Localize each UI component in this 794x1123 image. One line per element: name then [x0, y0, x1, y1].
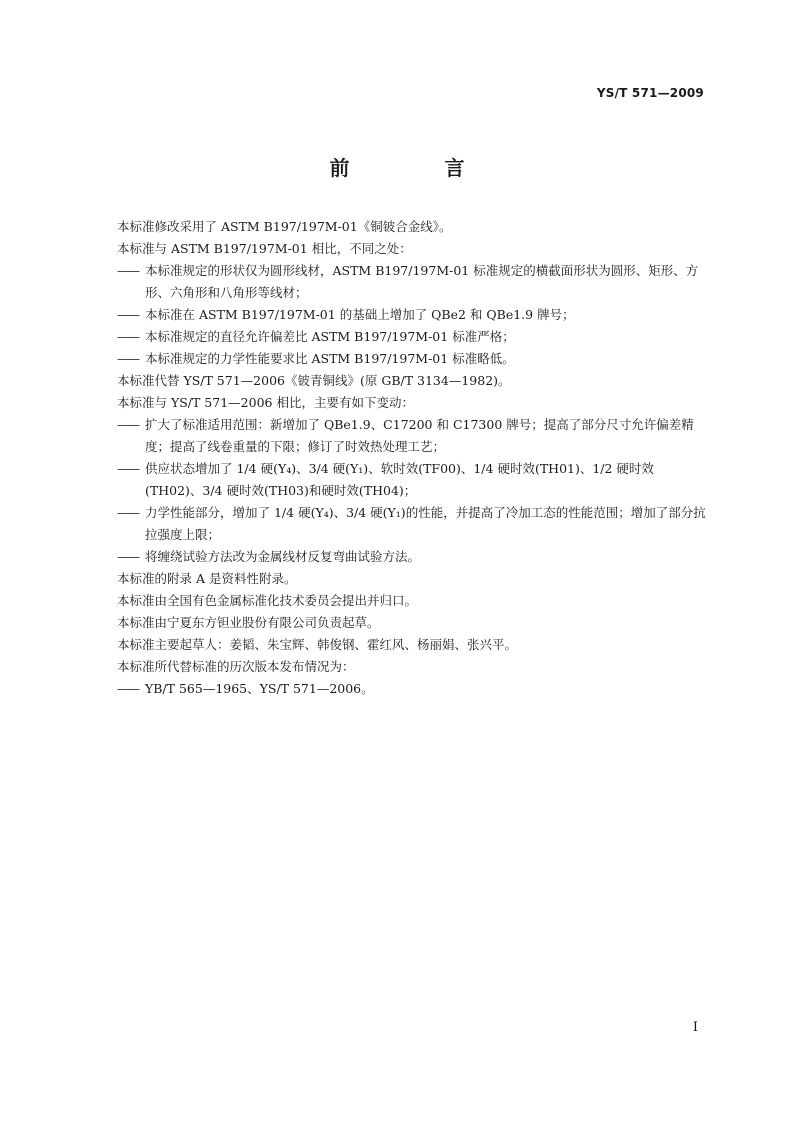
dash-item-10 — [117, 502, 709, 546]
dash-mark: —— — [117, 681, 138, 696]
dash-item-text: 本标准规定的力学性能要求比 ASTM B197/197M-01 标准略低。 — [145, 351, 515, 366]
standard-number: YS/T 571—2009 — [596, 86, 704, 100]
dash-item-8 — [117, 414, 709, 458]
dash-item-4 — [117, 326, 709, 348]
dash-item-3 — [117, 304, 709, 326]
dash-mark: —— — [117, 505, 138, 520]
dash-item-text: 将缠绕试验方法改为金属线材反复弯曲试验方法。 — [145, 549, 421, 564]
paragraph-6: 本标准代替 YS/T 571—2006《铍青铜线》(原 GB/T 3134—1982)。 — [117, 373, 511, 388]
dash-mark: —— — [117, 307, 138, 322]
paragraph-0: 本标准修改采用了 ASTM B197/197M-01《铜铍合金线》。 — [117, 219, 452, 234]
paragraph-14: 本标准由宁夏东方钽业股份有限公司负责起草。 — [117, 615, 380, 630]
dash-item-text: 力学性能部分，增加了 1/4 硬(Y₄)、3/4 硬(Y₁)的性能，并提高了冷加工态的性能范围；增加了部分抗拉强度上限； — [145, 505, 706, 542]
dash-item-11 — [117, 546, 709, 568]
dash-item-5 — [117, 348, 709, 370]
dash-item-17 — [117, 678, 709, 700]
dash-mark: —— — [117, 549, 138, 564]
dash-mark: —— — [117, 417, 138, 432]
page-number: I — [692, 1020, 698, 1035]
paragraph-12: 本标准的附录 A 是资料性附录。 — [117, 571, 297, 586]
paragraph-7: 本标准与 YS/T 571—2006 相比，主要有如下变动： — [117, 395, 414, 410]
dash-item-text: 本标准规定的形状仅为圆形线材，ASTM B197/197M-01 标准规定的横截面形状为圆形、矩形、方形、六角形和八角形等线材； — [145, 263, 699, 300]
dash-mark: —— — [117, 461, 138, 476]
paragraph-15: 本标准主要起草人：姜韬、朱宝辉、韩俊钢、霍红风、杨丽娟、张兴平。 — [117, 637, 518, 652]
dash-mark: —— — [117, 351, 138, 366]
paragraph-13: 本标准由全国有色金属标准化技术委员会提出并归口。 — [117, 593, 418, 608]
preface-body — [117, 216, 709, 700]
page-title: 前 言 — [329, 156, 509, 180]
dash-item-2 — [117, 260, 709, 304]
dash-item-text: 供应状态增加了 1/4 硬(Y₄)、3/4 硬(Y₁)、软时效(TF00)、1/4 硬时效(TH01)、1/2 硬时效(TH02)、3/4 硬时效(TH03)和硬时效(TH04)； — [145, 461, 654, 498]
paragraph-16: 本标准所代替标准的历次版本发布情况为： — [117, 659, 355, 674]
dash-item-text: 本标准规定的直径允许偏差比 ASTM B197/197M-01 标准严格； — [145, 329, 515, 344]
dash-item-9 — [117, 458, 709, 502]
dash-mark: —— — [117, 329, 138, 344]
dash-item-text: 本标准在 ASTM B197/197M-01 的基础上增加了 QBe2 和 QBe1.9 牌号； — [145, 307, 575, 322]
dash-mark: —— — [117, 263, 138, 278]
dash-item-text: 扩大了标准适用范围：新增加了 QBe1.9、C17200 和 C17300 牌号；提高了部分尺寸允许偏差精度；提高了线卷重量的下限；修订了时效热处理工艺； — [145, 417, 694, 454]
paragraph-1: 本标准与 ASTM B197/197M-01 相比，不同之处： — [117, 241, 412, 256]
dash-item-text: YB/T 565—1965、YS/T 571—2006。 — [145, 681, 374, 696]
